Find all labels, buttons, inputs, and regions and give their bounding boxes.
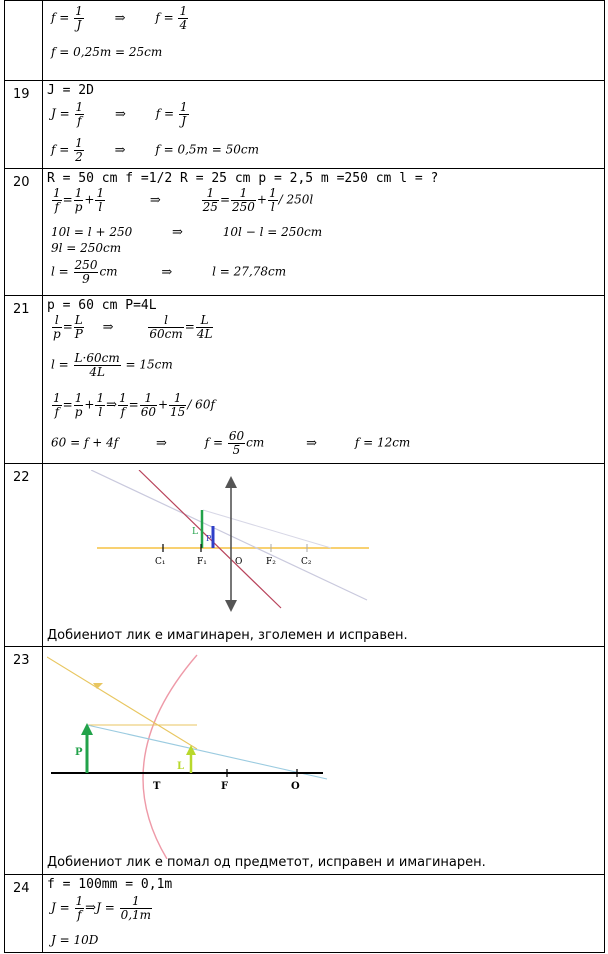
given-line: R = 50 cm f =1/2 R = 25 cm p = 2,5 m =250 cm l = ? — [47, 171, 439, 186]
lens-arrow-top — [225, 476, 237, 488]
row-19 — [5, 81, 605, 169]
ray-parallel — [203, 510, 331, 548]
equation: $\frac{1}{f}$ = $\frac{1}{p}$ + $\frac{1}{l}$ ⇒ $\frac{1}{25}$ = $\frac{1}{250}$ + $\frac{1}{l}$ / 250l — [53, 186, 314, 214]
label-p: P — [206, 534, 212, 543]
lens-ray-diagram — [91, 470, 391, 630]
row-number: 20 — [5, 169, 43, 296]
row-22 — [5, 464, 605, 647]
image-arrow — [186, 745, 196, 755]
ray-extension — [91, 470, 367, 600]
row-21 — [5, 296, 605, 464]
label-o: O — [291, 781, 300, 792]
equation: $\frac{1}{f}$ = $\frac{1}{p}$ + $\frac{1}{l}$ ⇒ $\frac{1}{f}$ = $\frac{1}{60}$ + $\frac{1}{15}$ / 60f — [53, 391, 215, 419]
equation: f = $\frac{1}{2}$ ⇒ f = 0,5m = 50cm — [51, 136, 259, 164]
row-23 — [5, 647, 605, 875]
row-18 — [5, 1, 605, 81]
equation: l = $\frac{L\cdot 60cm}{4L}$ = 15cm — [51, 351, 173, 379]
equation: 60 = f + 4f ⇒ f = $\frac{60}{5}$ cm ⇒ f = 12cm — [51, 429, 411, 457]
row-content — [43, 464, 605, 647]
equation: J = $\frac{1}{f}$ ⇒J = $\frac{1}{0,1m}$ — [51, 894, 152, 922]
row-number — [5, 1, 43, 81]
label-o: O — [235, 557, 243, 567]
label-p: P — [75, 747, 83, 758]
equation: 9l = 250cm — [51, 241, 122, 255]
label-f2: F₂ — [266, 557, 276, 567]
ray-reflected — [87, 725, 327, 779]
row-content — [43, 81, 605, 169]
lens-arrow-bottom — [225, 600, 237, 612]
row-20 — [5, 169, 605, 296]
caption: Добиениот лик е помал од предметот, исправен и имагинарен. — [47, 855, 486, 870]
row-content — [43, 296, 605, 464]
equation: f = $\frac{1}{J}$ ⇒ f = $\frac{1}{4}$ — [51, 4, 188, 32]
solutions-table — [4, 0, 605, 953]
ray-incident — [47, 657, 197, 749]
row-24 — [5, 875, 605, 953]
label-t: T — [153, 781, 161, 792]
label-l: L — [177, 761, 185, 772]
row-number: 22 — [5, 464, 43, 647]
row-number: 21 — [5, 296, 43, 464]
row-content — [43, 169, 605, 296]
equation: l = $\frac{250}{9}$ cm ⇒ l = 27,78cm — [51, 258, 287, 286]
label-l: L — [192, 527, 198, 537]
row-content — [43, 1, 605, 81]
label-f1: F₁ — [197, 557, 207, 567]
convex-mirror — [143, 655, 197, 859]
row-content — [43, 647, 605, 875]
row-content — [43, 875, 605, 953]
equation: $\frac{l}{p}$ = $\frac{L}{P}$ ⇒ $\frac{l}{60cm}$ = $\frac{L}{4L}$ — [53, 313, 213, 341]
label-f: F — [221, 781, 229, 792]
equation-result: J = 10D — [51, 933, 99, 947]
row-number: 19 — [5, 81, 43, 169]
equation: J = $\frac{1}{f}$ ⇒ f = $\frac{1}{J}$ — [51, 100, 188, 128]
given-line: f = 100mm = 0,1m — [47, 877, 173, 892]
label-c2: C₂ — [301, 557, 312, 567]
given-line: J = 2D — [47, 83, 94, 98]
equation-result: f = 0,25m = 25cm — [51, 45, 163, 59]
label-c1: C₁ — [155, 557, 166, 567]
row-number: 23 — [5, 647, 43, 875]
row-number: 24 — [5, 875, 43, 953]
equation: 10l = l + 250 ⇒ 10l − l = 250cm — [51, 225, 323, 240]
given-line: p = 60 cm P=4L — [47, 298, 157, 313]
caption: Добиениот лик е имагинарен, зголемен и исправен. — [47, 628, 408, 643]
mirror-ray-diagram — [47, 649, 337, 859]
